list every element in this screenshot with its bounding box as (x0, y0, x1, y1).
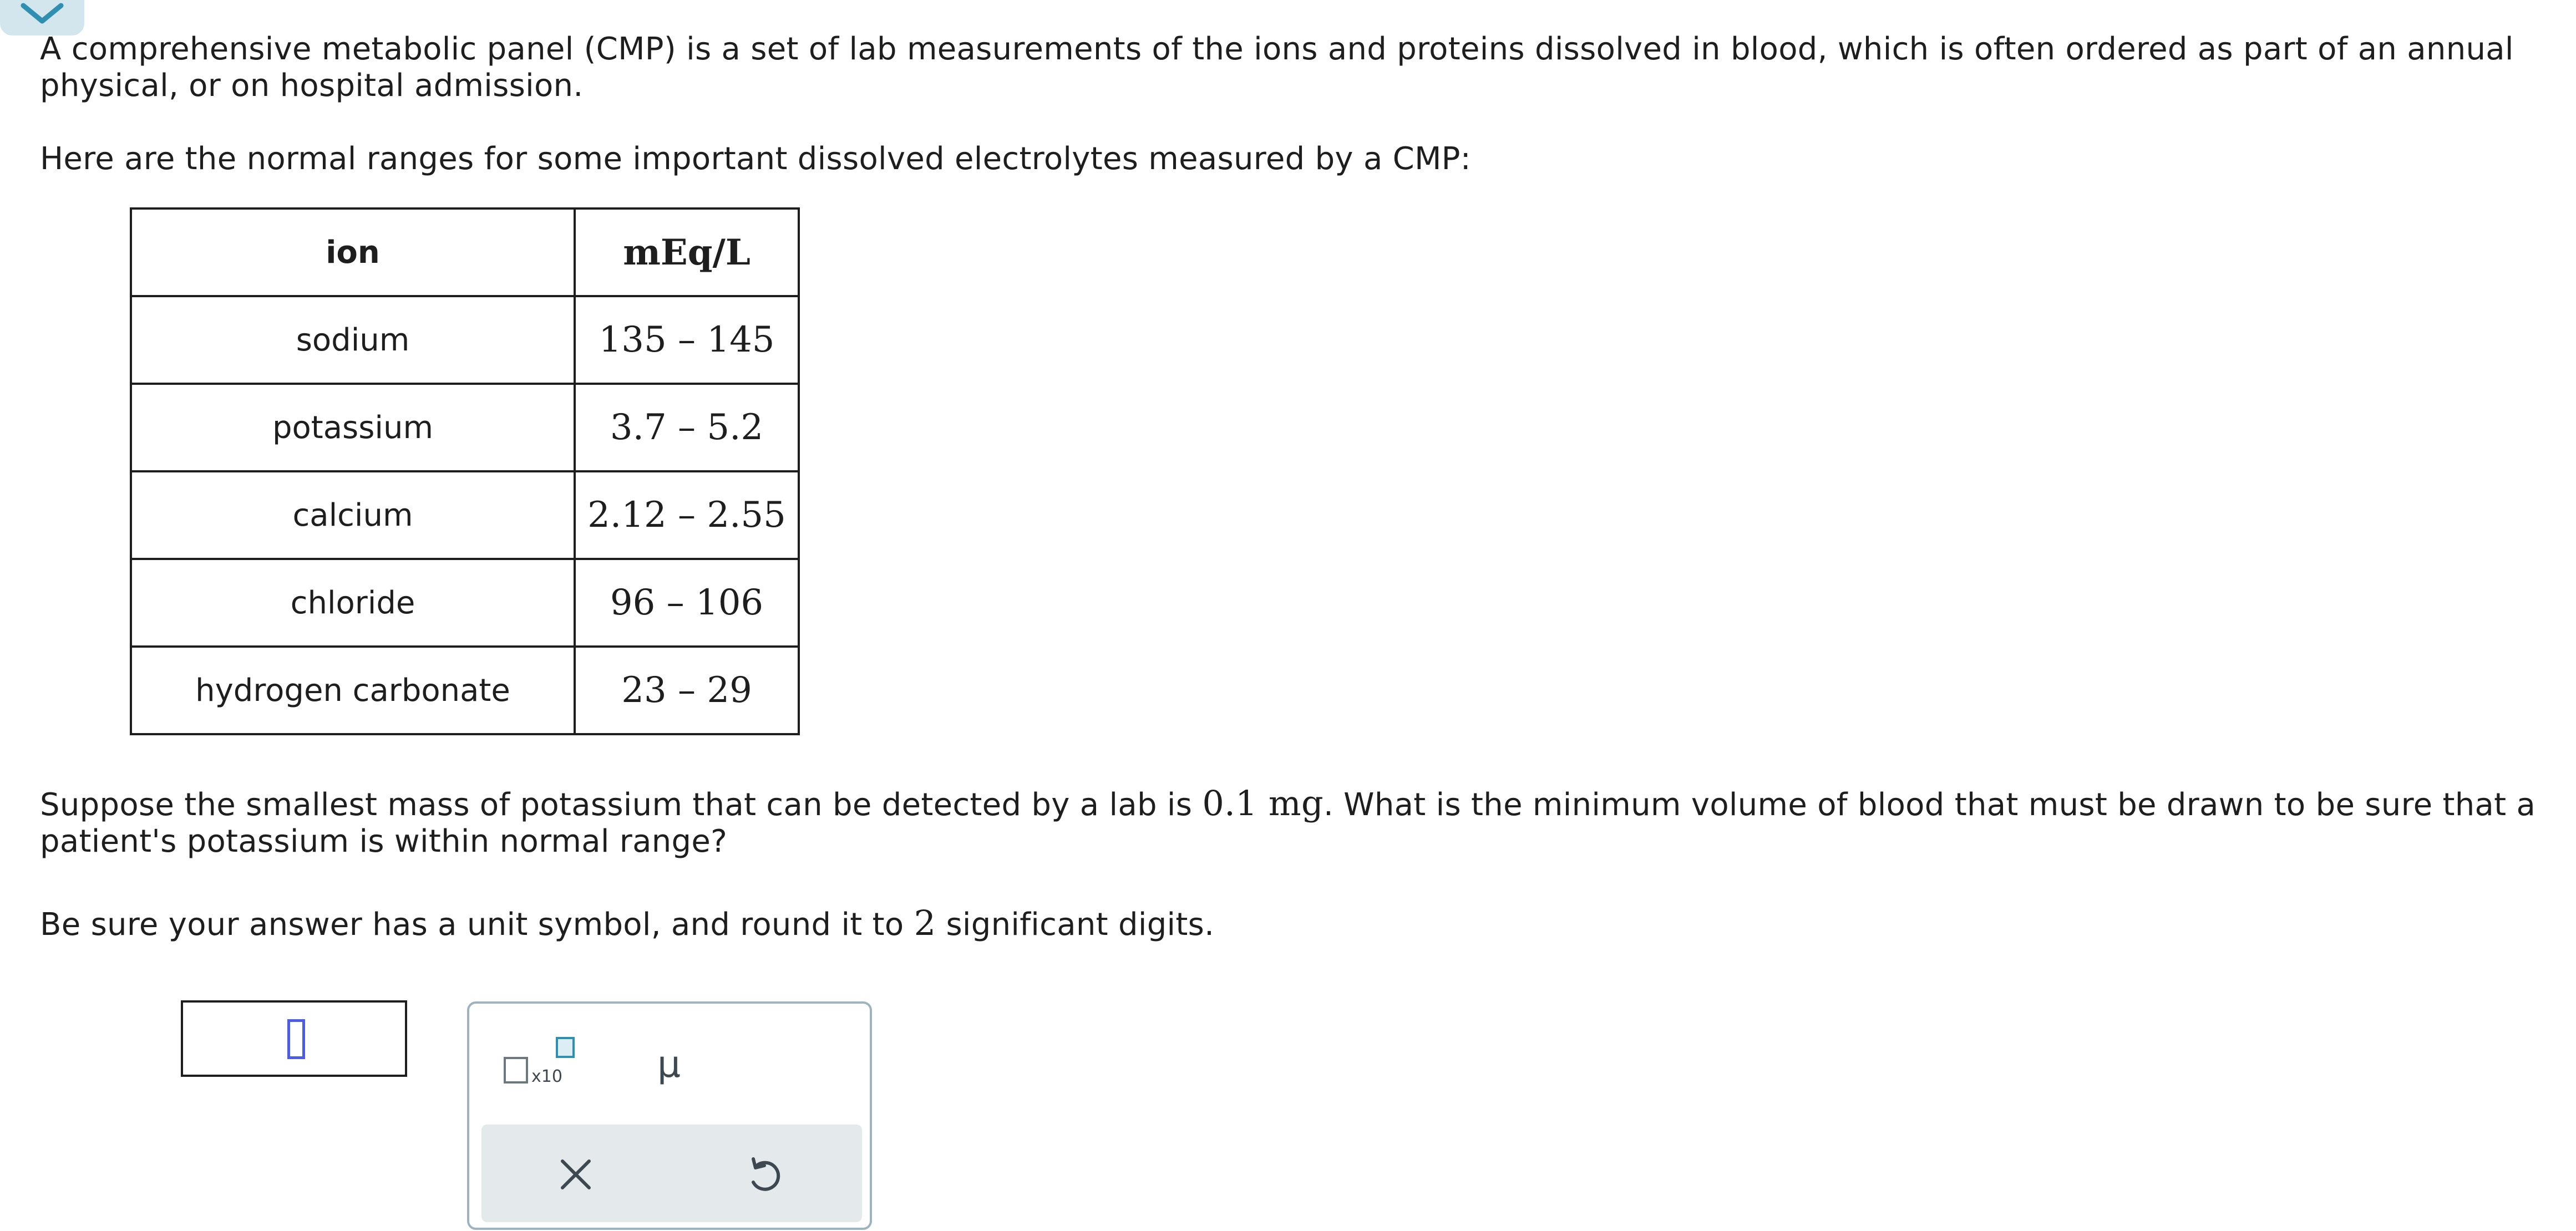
answer-instruction (40, 905, 1214, 943)
scientific-notation-button[interactable] (500, 1037, 584, 1092)
ion-range: 2.12 – 2.55 (575, 471, 799, 559)
ion-name: chloride (131, 559, 575, 647)
prompt-text-1: Suppose the smallest mass of potassium that can be detected by a lab is (40, 787, 1203, 823)
detection-limit-value: 0.1 mg (1202, 783, 1324, 823)
table-row (131, 384, 799, 471)
ranges-intro-text: Here are the normal ranges for some important dissolved electrolytes measured by a CMP: (40, 141, 1471, 177)
table-row (131, 471, 799, 559)
undo-button[interactable] (737, 1147, 792, 1202)
mu-symbol-button[interactable]: μ (657, 1043, 681, 1086)
ion-name: calcium (131, 471, 575, 559)
base-box-icon (504, 1057, 528, 1084)
instruction-text-1: Be sure your answer has a unit symbol, and round it to (40, 907, 914, 943)
instruction-text-2: significant digits. (936, 907, 1215, 943)
collapse-tab[interactable] (0, 0, 84, 35)
sig-digits-value: 2 (914, 903, 936, 943)
prompt-text-2: . What is the minimum volume of blood that must be drawn to be sure that a patient's potassium is within normal range? (40, 787, 2536, 859)
ion-range: 96 – 106 (575, 559, 799, 647)
table-row (131, 296, 799, 384)
table-header-row (131, 208, 799, 296)
clear-button[interactable] (548, 1147, 604, 1202)
ion-name: potassium (131, 384, 575, 471)
ion-range: 23 – 29 (575, 647, 799, 734)
table-row (131, 647, 799, 734)
ion-range: 135 – 145 (575, 296, 799, 384)
header-unit: mEq/L (575, 208, 799, 296)
table-row (131, 559, 799, 647)
ion-name: hydrogen carbonate (131, 647, 575, 734)
close-icon (548, 1147, 604, 1202)
question-prompt (40, 785, 2558, 860)
ion-range: 3.7 – 5.2 (575, 384, 799, 471)
undo-icon (737, 1147, 792, 1202)
chevron-down-icon (20, 0, 64, 24)
x10-label: x10 (531, 1067, 562, 1086)
electrolyte-table (130, 207, 800, 735)
answer-input[interactable] (181, 1000, 407, 1077)
action-bar (481, 1125, 862, 1222)
math-tool-palette (467, 1001, 872, 1230)
intro-text: A comprehensive metabolic panel (CMP) is a set of lab measurements of the ions and proteins dissolved in blood, which is often ordered as part of an annual physical, or on hospital admission. (40, 31, 2514, 104)
exponent-box-icon (556, 1037, 575, 1058)
ion-name: sodium (131, 296, 575, 384)
input-cursor (287, 1019, 305, 1059)
header-ion: ion (131, 208, 575, 296)
